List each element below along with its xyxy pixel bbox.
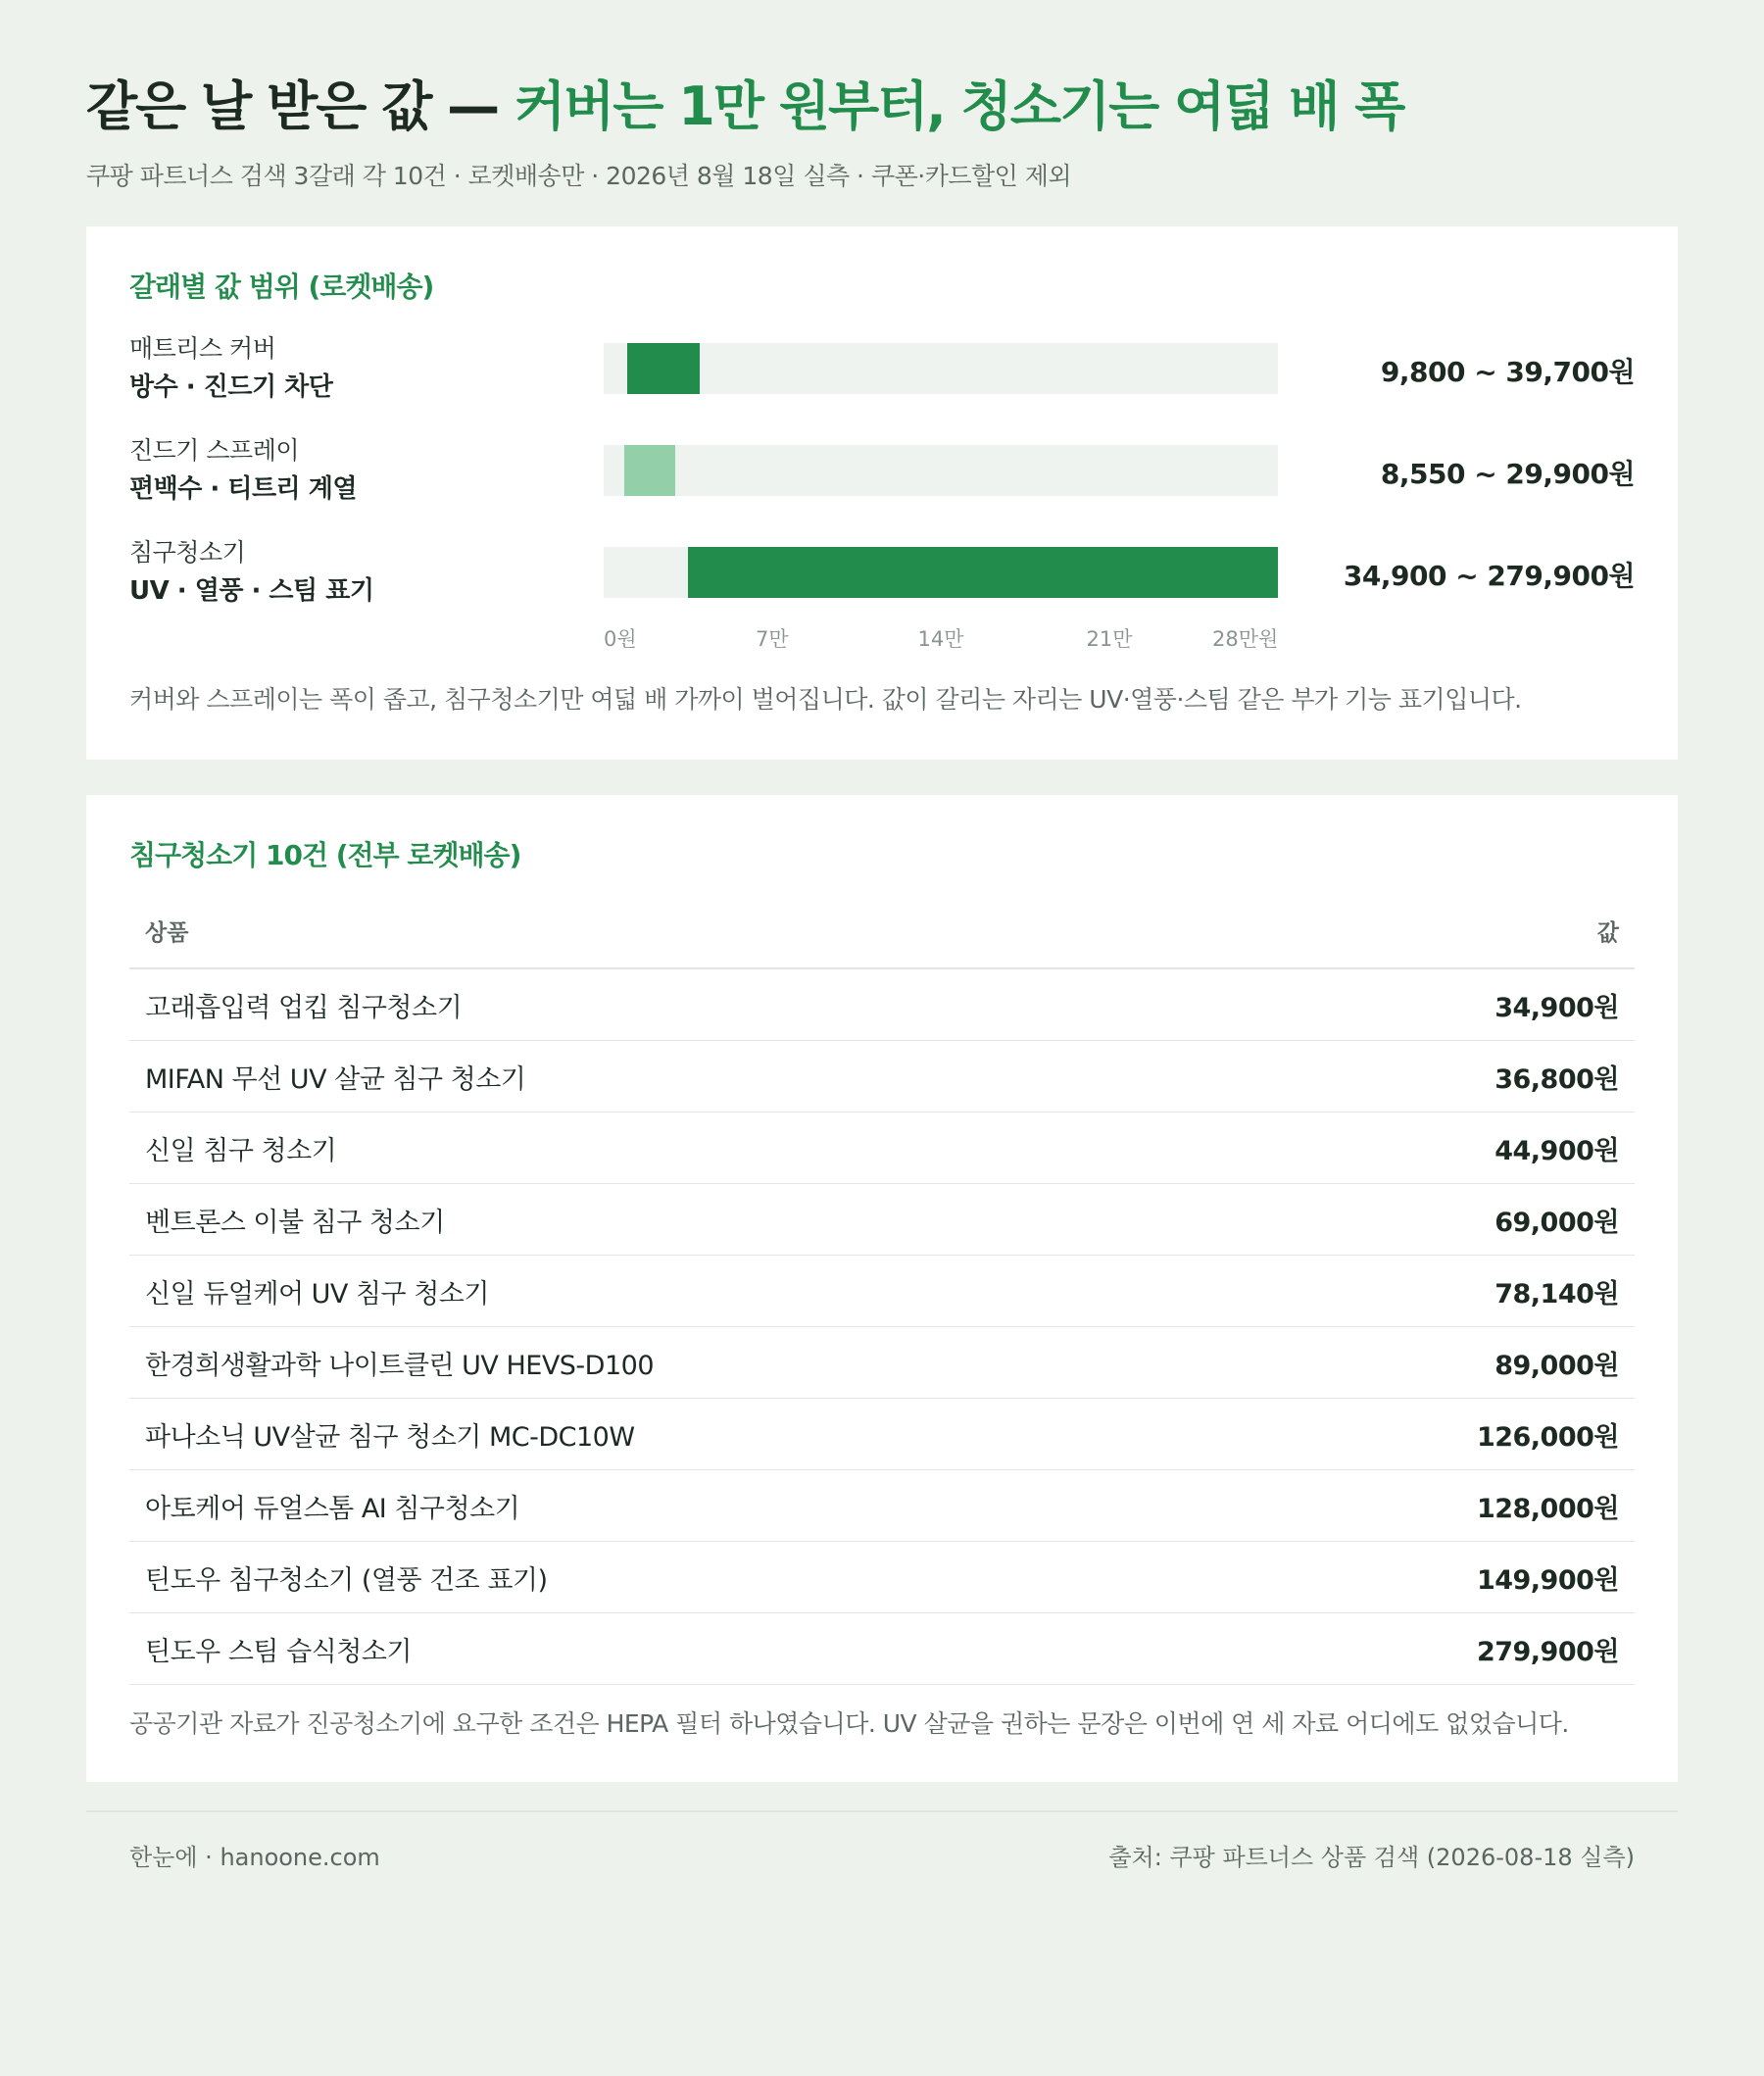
table-row	[129, 1041, 1635, 1112]
page-title	[86, 73, 1693, 141]
product-name: 한경희생활과학 나이트클린 UV HEVS-D100	[129, 1327, 1268, 1399]
column-header-price: 값	[1268, 893, 1635, 968]
range-track	[604, 445, 1278, 496]
footer-divider	[86, 1810, 1678, 1812]
range-bar-vacuum	[688, 547, 1278, 598]
product-name: MIFAN 무선 UV 살균 침구 청소기	[129, 1041, 1268, 1112]
category-name: 매트리스 커버	[129, 334, 276, 363]
product-price: 279,900원	[1268, 1613, 1635, 1685]
product-name: 틴도우 침구청소기 (열풍 건조 표기)	[129, 1542, 1268, 1613]
range-bar-cover	[627, 343, 699, 394]
product-price: 69,000원	[1268, 1184, 1635, 1256]
product-name: 파나소닉 UV살균 침구 청소기 MC-DC10W	[129, 1399, 1268, 1470]
table-header-row	[129, 893, 1635, 968]
category-row-spray	[86, 431, 1678, 519]
category-row-vacuum	[86, 533, 1678, 621]
table-row	[129, 1470, 1635, 1542]
range-track	[604, 547, 1278, 598]
product-price: 34,900원	[1268, 968, 1635, 1041]
range-track	[604, 343, 1278, 394]
category-name: 진드기 스프레이	[129, 436, 299, 465]
table-row	[129, 1327, 1635, 1399]
products-note: 공공기관 자료가 진공청소기에 요구한 조건은 HEPA 필터 하나였습니다. UV 살균을 권하는 문장은 이번에 연 세 자료 어디에도 없었습니다.	[129, 1709, 1569, 1738]
products-card	[86, 795, 1678, 1782]
table-row	[129, 1399, 1635, 1470]
chart-heading: 갈래별 값 범위 (로켓배송)	[129, 271, 434, 303]
product-name: 신일 듀얼케어 UV 침구 청소기	[129, 1256, 1268, 1327]
range-value-label: 8,550 ~ 29,900원	[1380, 458, 1635, 490]
page-subtitle: 쿠팡 파트너스 검색 3갈래 각 10건 · 로켓배송만 · 2026년 8월 18일 실측 · 쿠폰·카드할인 제외	[86, 162, 1072, 190]
footer-source: 출처: 쿠팡 파트너스 상품 검색 (2026-08-18 실측)	[1108, 1844, 1635, 1871]
x-tick-label: 0원	[604, 627, 637, 651]
table-row	[129, 1542, 1635, 1613]
product-price: 89,000원	[1268, 1327, 1635, 1399]
range-chart-card	[86, 226, 1678, 760]
product-price: 149,900원	[1268, 1542, 1635, 1613]
category-name: 침구청소기	[129, 538, 246, 567]
table-row	[129, 1256, 1635, 1327]
product-price: 36,800원	[1268, 1041, 1635, 1112]
product-name: 틴도우 스팀 습식청소기	[129, 1613, 1268, 1685]
x-tick-label: 7만	[756, 627, 789, 651]
product-name: 벤트론스 이불 침구 청소기	[129, 1184, 1268, 1256]
x-tick-label: 28만원	[1212, 627, 1279, 651]
category-subtitle: UV · 열풍 · 스팀 표기	[129, 576, 374, 606]
products-heading: 침구청소기 10건 (전부 로켓배송)	[129, 839, 521, 871]
category-subtitle: 방수 · 진드기 차단	[129, 372, 333, 402]
product-price: 128,000원	[1268, 1470, 1635, 1542]
product-name: 고래흡입력 업킵 침구청소기	[129, 968, 1268, 1041]
footer-site: 한눈에 · hanoone.com	[129, 1844, 380, 1871]
column-header-product: 상품	[129, 893, 1268, 968]
table-row	[129, 1112, 1635, 1184]
category-subtitle: 편백수 · 티트리 계열	[129, 474, 357, 504]
product-price: 78,140원	[1268, 1256, 1635, 1327]
title-highlight: 커버는 1만 원부터, 청소기는 여덟 배 폭	[514, 75, 1404, 137]
range-bar-spray	[624, 445, 675, 496]
chart-note: 커버와 스프레이는 폭이 좁고, 침구청소기만 여덟 배 가까이 벌어집니다. 값이 갈리는 자리는 UV·열풍·스팀 같은 부가 기능 표기입니다.	[129, 685, 1522, 714]
table-row	[129, 1613, 1635, 1685]
x-tick-label: 14만	[917, 627, 964, 651]
range-value-label: 9,800 ~ 39,700원	[1380, 356, 1635, 388]
range-value-label: 34,900 ~ 279,900원	[1343, 560, 1635, 592]
products-table	[129, 893, 1635, 1685]
table-row	[129, 968, 1635, 1041]
title-lead: 같은 날 받은 값 —	[86, 75, 514, 137]
x-tick-label: 21만	[1086, 627, 1133, 651]
category-row-cover	[86, 329, 1678, 418]
product-name: 신일 침구 청소기	[129, 1112, 1268, 1184]
product-price: 44,900원	[1268, 1112, 1635, 1184]
product-price: 126,000원	[1268, 1399, 1635, 1470]
table-row	[129, 1184, 1635, 1256]
product-name: 아토케어 듀얼스톰 AI 침구청소기	[129, 1470, 1268, 1542]
